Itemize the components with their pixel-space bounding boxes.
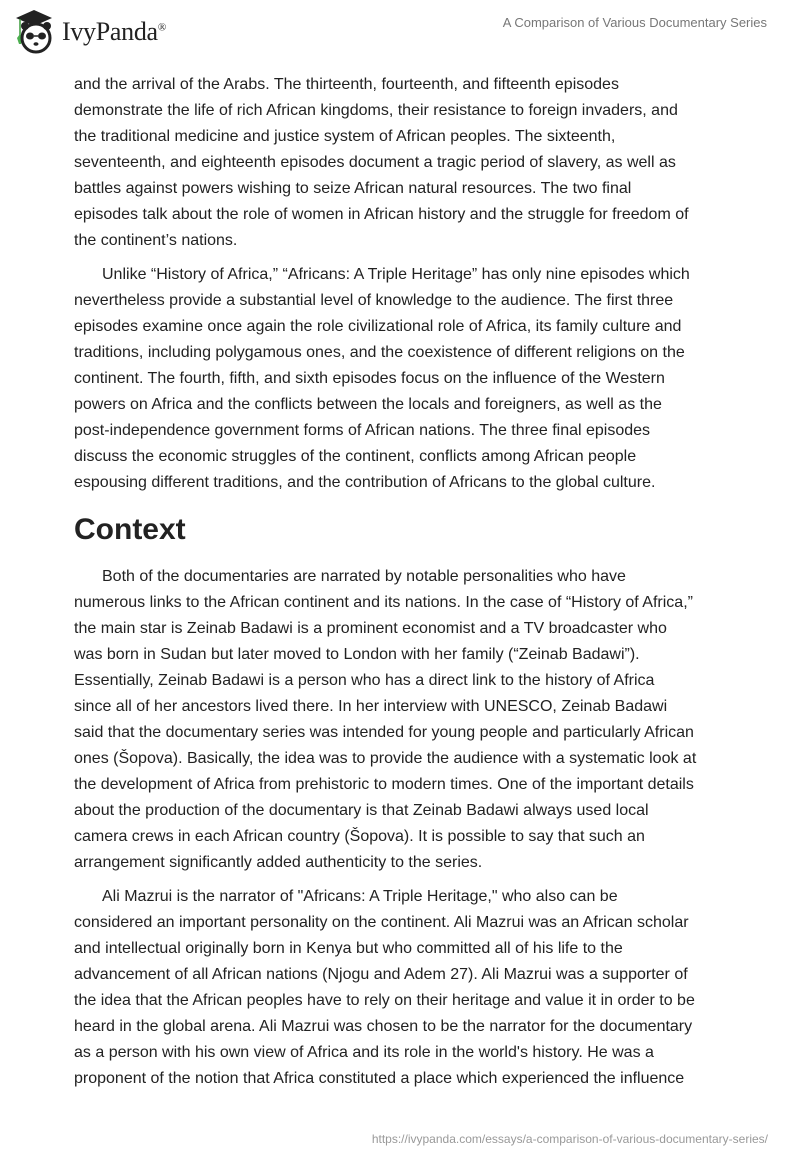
text-line: advancement of all African nations (Njogu and Adem 27). Ali Mazrui was a supporter of	[74, 966, 688, 983]
text-line: about the production of the documentary is that Zeinab Badawi always used local	[74, 802, 649, 819]
text-line: episodes talk about the role of women in African history and the struggle for freedom of	[74, 206, 689, 223]
text-line: Both of the documentaries are narrated by notable personalities who have	[102, 568, 626, 585]
text-line: the idea that the African peoples have to rely on their heritage and value it in order to be	[74, 992, 695, 1009]
text-line: nevertheless provide a substantial level of knowledge to the audience. The first three	[74, 292, 674, 309]
text-line: camera crews in each African country (Šopova). It is possible to say that such an	[74, 828, 645, 845]
text-line: Essentially, Zeinab Badawi is a person who has a direct link to the history of Africa	[74, 672, 655, 689]
text-line: considered an important personality on the continent. Ali Mazrui was an African scholar	[74, 914, 689, 931]
text-line: continent. The fourth, fifth, and sixth episodes focus on the influence of the Western	[74, 370, 665, 387]
text-line: discuss the economic struggles of the continent, conflicts among African people	[74, 448, 637, 465]
essay-body	[74, 72, 754, 1092]
document-title: A Comparison of Various Documentary Series	[502, 15, 767, 30]
text-line: traditions, including polygamous ones, and the coexistence of different religions on the	[74, 344, 685, 361]
paragraph	[74, 262, 754, 496]
text-line: was born in Sudan but later moved to London with her family (“Zeinab Badawi”).	[74, 646, 640, 663]
text-line: post-independence government forms of African nations. The three final episodes	[74, 422, 651, 439]
text-line: episodes examine once again the role civilizational role of Africa, its family culture and	[74, 318, 682, 335]
text-line: the continent’s nations.	[74, 232, 238, 249]
text-line: and the arrival of the Arabs. The thirteenth, fourteenth, and fifteenth episodes	[74, 76, 619, 93]
text-line: the traditional medicine and justice system of African peoples. The sixteenth,	[74, 128, 616, 145]
text-line: Ali Mazrui is the narrator of "Africans: A Triple Heritage," who also can be	[102, 888, 618, 905]
text-line: seventeenth, and eighteenth episodes document a tragic period of slavery, as well as	[74, 154, 676, 171]
text-line: ones (Šopova). Basically, the idea was to provide the audience with a systematic look at	[74, 750, 697, 767]
text-line: powers on Africa and the conflicts between the locals and foreigners, as well as the	[74, 396, 662, 413]
source-url[interactable]: https://ivypanda.com/essays/a-comparison-of-various-documentary-series/	[371, 1132, 768, 1146]
text-line: demonstrate the life of rich African kingdoms, their resistance to foreign invaders, and	[74, 102, 678, 119]
paragraph	[74, 72, 754, 254]
panda-graduate-icon	[12, 8, 56, 56]
text-line: numerous links to the African continent and its nations. In the case of “History of Africa,”	[74, 594, 693, 611]
logo-text: IvyPanda®	[62, 17, 166, 46]
text-line: as a person with his own view of Africa and its role in the world's history. He was a	[74, 1044, 654, 1061]
text-line: since all of her ancestors lived there. In her interview with UNESCO, Zeinab Badawi	[74, 698, 668, 715]
text-line: and intellectual originally born in Kenya but who committed all of his life to the	[74, 940, 623, 957]
text-line: battles against powers wishing to seize African natural resources. The two final	[74, 180, 632, 197]
text-line: the development of Africa from prehistoric to modern times. One of the important details	[74, 776, 694, 793]
text-line: proponent of the notion that Africa constituted a place which experienced the influence	[74, 1070, 685, 1087]
ivypanda-logo[interactable]	[12, 8, 166, 56]
text-line: said that the documentary series was intended for young people and particularly African	[74, 724, 694, 741]
text-line: Unlike “History of Africa,” “Africans: A Triple Heritage” has only nine episodes which	[102, 266, 690, 283]
paragraph	[74, 884, 754, 1092]
page-header	[0, 0, 800, 60]
text-line: espousing different traditions, and the contribution of Africans to the global culture.	[74, 474, 656, 491]
paragraph	[74, 564, 754, 876]
text-line: arrangement significantly added authenticity to the series.	[74, 854, 483, 871]
section-heading: Context	[74, 513, 186, 546]
text-line: the main star is Zeinab Badawi is a prominent economist and a TV broadcaster who	[74, 620, 667, 637]
text-line: heard in the global arena. Ali Mazrui was chosen to be the narrator for the documentary	[74, 1018, 693, 1035]
